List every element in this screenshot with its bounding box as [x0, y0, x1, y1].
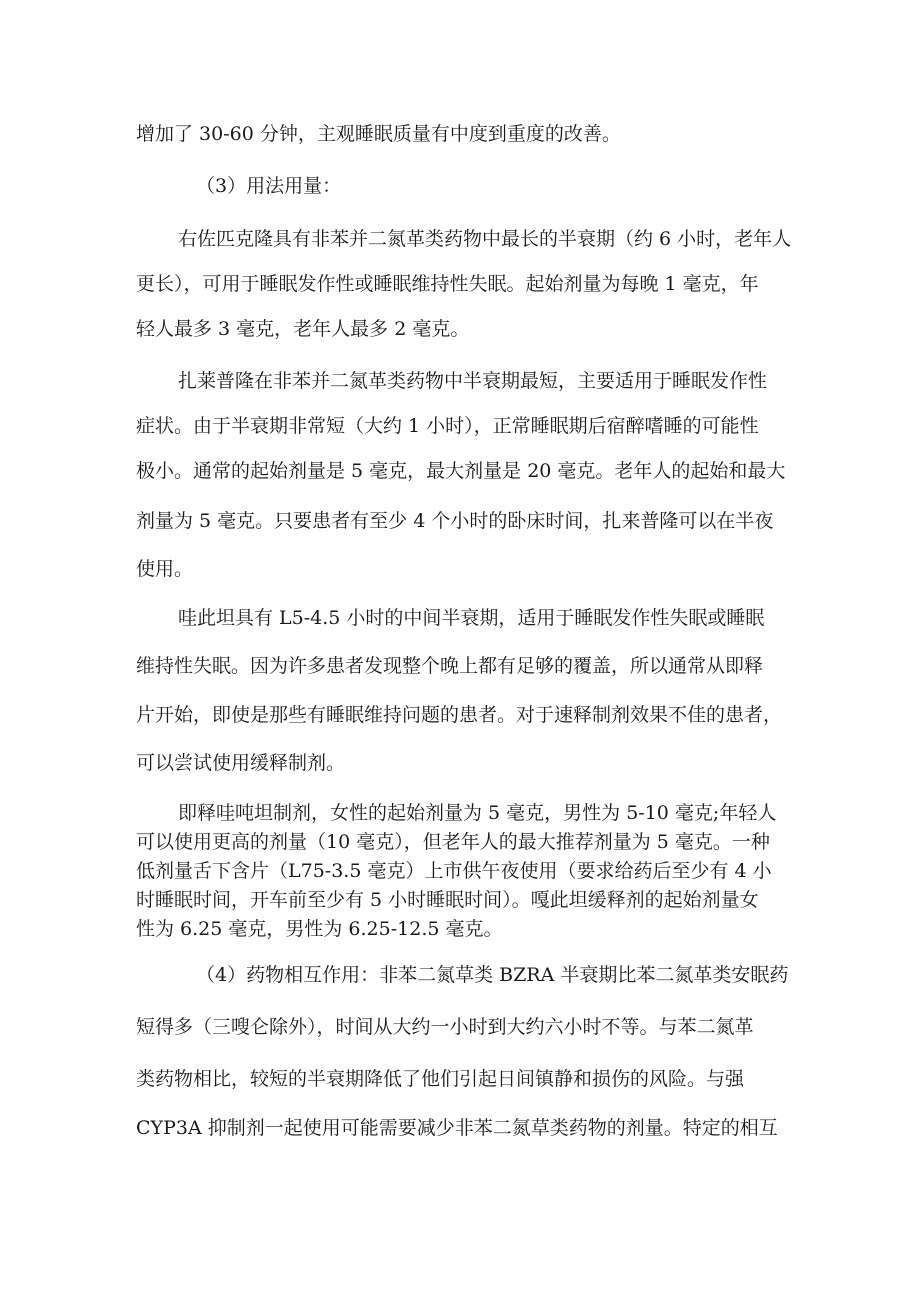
- paragraph-line: 增加了 30-60 分钟，主观睡眠质量有中度到重度的改善。: [136, 123, 621, 145]
- paragraph-line: CYP3A 抑制剂一起使用可能需要减少非苯二氮草类药物的剂量。特定的相互: [136, 1117, 778, 1139]
- paragraph-line: 短得多（三嗖仑除外），时间从大约一小时到大约六小时不等。与苯二氮革: [136, 1016, 754, 1038]
- paragraph-line: 右佐匹克隆具有非苯并二氮革类药物中最长的半衰期（约 6 小时，老年人: [178, 228, 792, 250]
- paragraph-line: 扎莱普隆在非苯并二氮革类药物中半衰期最短，主要适用于睡眠发作性: [178, 370, 768, 392]
- section-heading: （4）药物相互作用：非苯二氮草类 BZRA 半衰期比苯二氮革类安眠药: [196, 964, 789, 986]
- paragraph-line: 使用。: [136, 558, 194, 580]
- paragraph-line: 更长），可用于睡眠发作性或睡眠维持性失眠。起始剂量为每晚 1 毫克，年: [136, 273, 759, 295]
- paragraph-line: 症状。由于半衰期非常短（大约 1 小时），正常睡眠期后宿醉嗜睡的可能性: [136, 415, 759, 437]
- paragraph-line: 哇此坦具有 L5-4.5 小时的中间半衰期，适用于睡眠发作性失眠或睡眠: [178, 607, 765, 629]
- paragraph-line: 性为 6.25 毫克，男性为 6.25-12.5 毫克。: [136, 918, 503, 940]
- paragraph-line: 时睡眠时间，开车前至少有 5 小时睡眠时间）。嘎此坦缓释剂的起始剂量女: [136, 889, 759, 911]
- paragraph-line: 轻人最多 3 毫克，老年人最多 2 毫克。: [136, 318, 470, 340]
- paragraph-line: 可以使用更高的剂量（10 毫克），但老年人的最大推荐剂量为 5 毫克。一种: [136, 831, 770, 853]
- paragraph-line: 片开始，即使是那些有睡眠维持问题的患者。对于速释制剂效果不佳的患者，: [136, 704, 783, 726]
- paragraph-line: 类药物相比，较短的半衰期降低了他们引起日间镇静和损伤的风险。与强: [136, 1068, 745, 1090]
- section-heading: （3）用法用量：: [196, 175, 342, 197]
- paragraph-line: 剂量为 5 毫克。只要患者有至少 4 个小时的卧床时间，扎来普隆可以在半夜: [136, 510, 774, 532]
- paragraph-line: 极小。通常的起始剂量是 5 毫克，最大剂量是 20 毫克。老年人的起始和最大: [136, 460, 786, 482]
- paragraph-line: 可以尝试使用缓释制剂。: [136, 752, 346, 774]
- paragraph-line: 低剂量舌下含片（L75-3.5 毫克）上市供午夜使用（要求给药后至少有 4 小: [136, 860, 772, 882]
- paragraph-line: 维持性失眠。因为许多患者发现整个晚上都有足够的覆盖，所以通常从即释: [136, 655, 764, 677]
- paragraph-line: 即释哇吨坦制剂，女性的起始剂量为 5 毫克，男性为 5-10 毫克;年轻人: [178, 802, 777, 824]
